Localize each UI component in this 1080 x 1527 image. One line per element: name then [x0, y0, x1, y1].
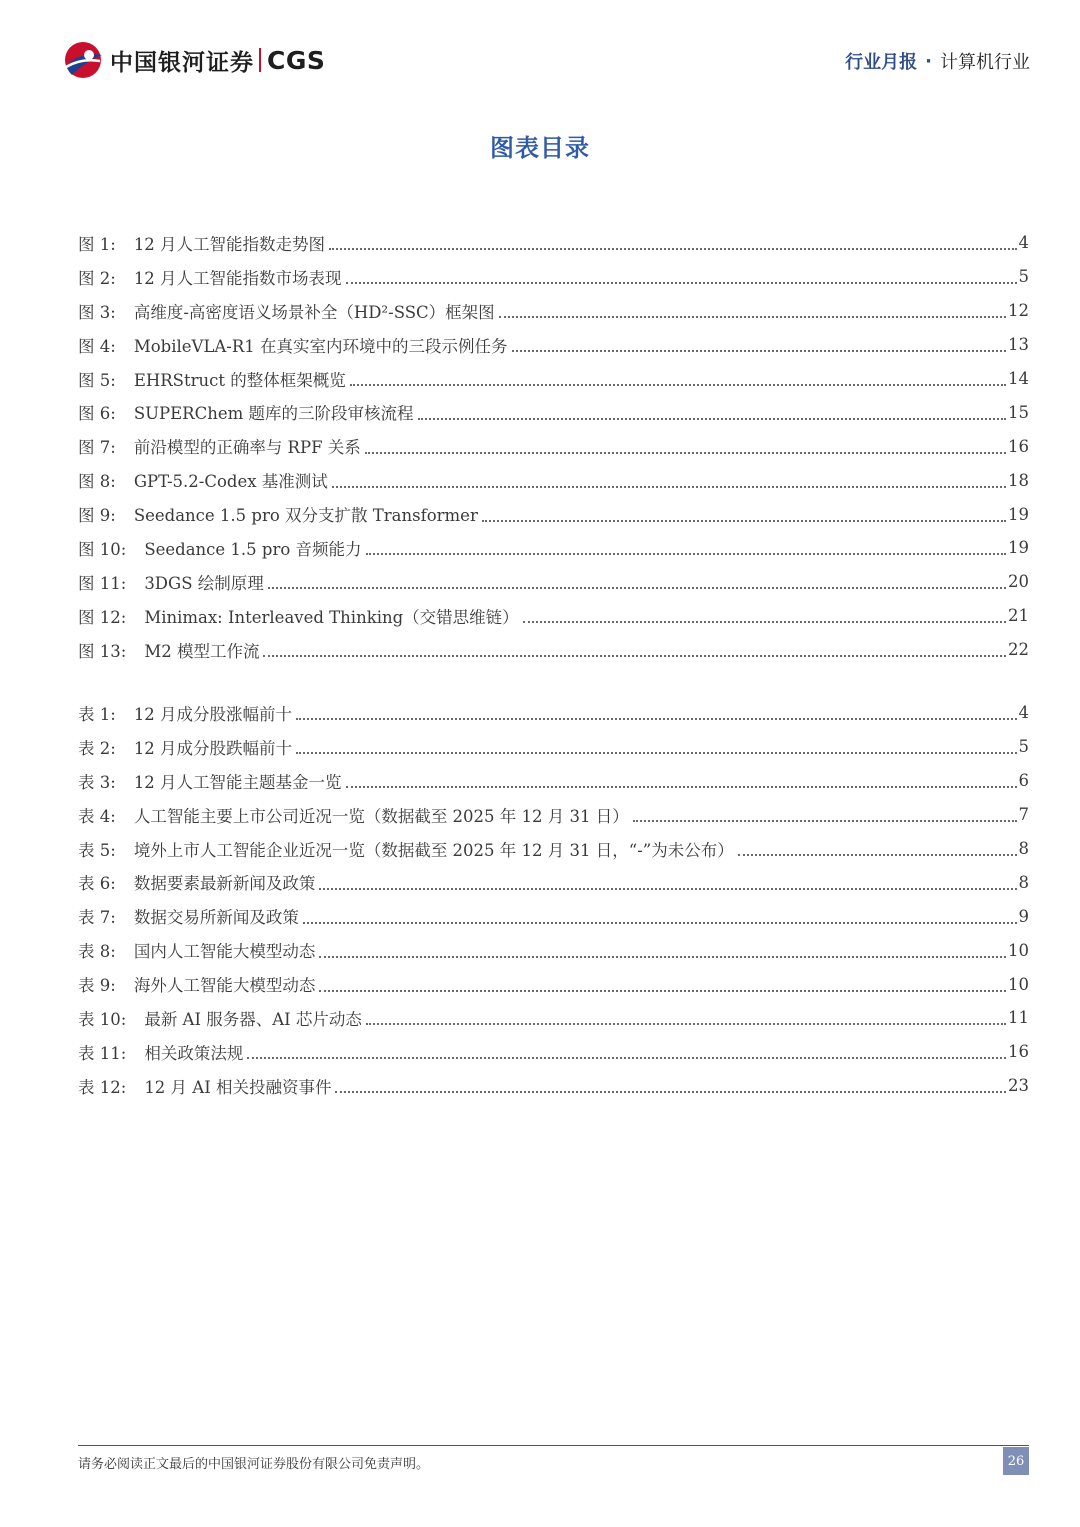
toc-entry-label: 图 1:	[78, 234, 116, 254]
toc-entry-title: 12 月人工智能指数市场表现	[133, 268, 342, 288]
toc-entry-title: Seedance 1.5 pro 双分支扩散 Transformer	[133, 506, 478, 526]
toc-entry-title: EHRStruct 的整体框架概览	[133, 370, 346, 390]
toc-entry-title: 12 月成分股涨幅前十	[133, 704, 293, 724]
toc-leader-dots	[332, 485, 1006, 488]
table-toc-entry[interactable]	[78, 1001, 1029, 1035]
table-toc-entry[interactable]	[78, 967, 1029, 1001]
toc-entry-title: 前沿模型的正确率与 RPF 关系	[133, 438, 361, 458]
toc-entry-label: 表 12:	[78, 1077, 127, 1097]
page-number-badge: 26	[1003, 1447, 1029, 1475]
figure-toc-entry[interactable]	[78, 328, 1029, 362]
toc-leader-dots	[512, 349, 1006, 352]
table-toc-entry[interactable]	[78, 696, 1029, 730]
table-toc-entry[interactable]	[78, 730, 1029, 764]
toc-entry-label: 表 8:	[78, 942, 116, 962]
toc-leader-dots	[366, 1022, 1006, 1025]
toc-entry-label: 表 11:	[78, 1043, 127, 1063]
toc-entry-title: Minimax: Interleaved Thinking（交错思维链）	[144, 607, 519, 627]
toc-entry-title: 12 月 AI 相关投融资事件	[144, 1077, 332, 1097]
table-toc-entry[interactable]	[78, 1035, 1029, 1069]
toc-leader-dots	[633, 819, 1017, 822]
toc-leader-dots	[499, 315, 1006, 318]
report-type: 行业月报	[845, 52, 918, 73]
figure-toc-entry[interactable]	[78, 429, 1029, 463]
toc-entry-page: 22	[1008, 640, 1029, 660]
logo-english-name: CGS	[267, 45, 326, 75]
toc-entry-title: 人工智能主要上市公司近况一览（数据截至 2025 年 12 月 31 日）	[133, 806, 629, 826]
toc-entry-label: 图 7:	[78, 438, 116, 458]
toc-entry-page: 20	[1008, 572, 1029, 592]
toc-entry-page: 8	[1018, 872, 1029, 892]
toc-entry-title: MobileVLA-R1 在真实室内环境中的三段示例任务	[133, 336, 508, 356]
page-title: 图表目录	[490, 134, 590, 162]
toc-entry-page: 5	[1018, 267, 1029, 287]
toc-entry-title: 12 月人工智能指数走势图	[133, 234, 326, 254]
toc-leader-dots	[523, 620, 1006, 623]
toc-entry-page: 9	[1018, 906, 1029, 926]
toc-leader-dots	[346, 281, 1017, 284]
toc-leader-dots	[365, 451, 1006, 454]
figure-toc-entry[interactable]	[78, 633, 1029, 667]
toc-entry-page: 18	[1008, 470, 1029, 490]
table-toc-entry[interactable]	[78, 865, 1029, 899]
toc-entry-title: 高维度-高密度语义场景补全（HD²-SSC）框架图	[133, 302, 495, 322]
toc-entry-label: 图 5:	[78, 370, 116, 390]
table-toc-entry[interactable]	[78, 1069, 1029, 1103]
toc-leader-dots	[335, 1090, 1006, 1093]
toc-leader-dots	[738, 853, 1017, 856]
toc-entry-label: 表 1:	[78, 704, 116, 724]
footer-divider	[78, 1445, 1029, 1446]
toc-leader-dots	[319, 989, 1006, 992]
toc-entry-title: 境外上市人工智能企业近况一览（数据截至 2025 年 12 月 31 日，“-”为未公布）	[133, 840, 734, 860]
report-category	[845, 48, 1030, 74]
table-toc-entry[interactable]	[78, 832, 1029, 866]
page-header	[0, 0, 1080, 100]
toc-entry-title: 12 月成分股跌幅前十	[133, 738, 293, 758]
table-toc-entry[interactable]	[78, 764, 1029, 798]
toc-entry-label: 图 2:	[78, 268, 116, 288]
toc-entry-label: 表 3:	[78, 772, 116, 792]
header-separator: ·	[925, 50, 932, 72]
toc-entry-label: 表 2:	[78, 738, 116, 758]
toc-entry-label: 表 9:	[78, 976, 116, 996]
cgs-logo-icon	[62, 41, 104, 79]
toc-entry-title: SUPERChem 题库的三阶段审核流程	[133, 404, 414, 424]
table-list	[78, 696, 1029, 1103]
figure-toc-entry[interactable]	[78, 565, 1029, 599]
toc-entry-label: 表 6:	[78, 874, 116, 894]
toc-entry-page: 15	[1008, 402, 1029, 422]
toc-entry-title: M2 模型工作流	[144, 641, 260, 661]
toc-leader-dots	[247, 1056, 1006, 1059]
figure-toc-entry[interactable]	[78, 294, 1029, 328]
toc-leader-dots	[268, 586, 1006, 589]
table-toc-entry[interactable]	[78, 798, 1029, 832]
figure-toc-entry[interactable]	[78, 260, 1029, 294]
toc-entry-page: 13	[1008, 335, 1029, 355]
toc-leader-dots	[263, 654, 1006, 657]
toc-entry-label: 图 11:	[78, 573, 127, 593]
figure-toc-entry[interactable]	[78, 497, 1029, 531]
table-toc-entry[interactable]	[78, 899, 1029, 933]
toc-leader-dots	[319, 955, 1006, 958]
toc-leader-dots	[482, 519, 1006, 522]
figure-toc-entry[interactable]	[78, 362, 1029, 396]
toc-entry-title: Seedance 1.5 pro 音频能力	[144, 539, 362, 559]
toc-entry-page: 10	[1008, 940, 1029, 960]
report-industry: 计算机行业	[940, 52, 1030, 73]
toc-entry-title: 数据交易所新闻及政策	[133, 908, 299, 928]
toc-entry-page: 16	[1008, 436, 1029, 456]
toc-entry-label: 图 13:	[78, 641, 127, 661]
figure-toc-entry[interactable]	[78, 599, 1029, 633]
toc-entry-title: GPT-5.2-Codex 基准测试	[133, 472, 328, 492]
toc-entry-title: 海外人工智能大模型动态	[133, 976, 316, 996]
table-toc-entry[interactable]	[78, 933, 1029, 967]
toc-entry-label: 图 6:	[78, 404, 116, 424]
toc-entry-page: 19	[1008, 538, 1029, 558]
figure-toc-entry[interactable]	[78, 226, 1029, 260]
toc-leader-dots	[296, 751, 1016, 754]
toc-entry-label: 表 10:	[78, 1009, 127, 1029]
toc-entry-title: 国内人工智能大模型动态	[133, 942, 316, 962]
toc-entry-label: 表 5:	[78, 840, 116, 860]
toc-entry-page: 21	[1008, 606, 1029, 626]
toc-entry-label: 图 12:	[78, 607, 127, 627]
toc-entry-title: 3DGS 绘制原理	[144, 573, 264, 593]
toc-entry-page: 4	[1018, 233, 1029, 253]
toc-entry-page: 7	[1018, 805, 1029, 825]
toc-entry-page: 4	[1018, 703, 1029, 723]
toc-leader-dots	[366, 552, 1006, 555]
cgs-logo	[62, 40, 325, 80]
toc-leader-dots	[319, 887, 1016, 890]
toc-entry-label: 图 4:	[78, 336, 116, 356]
figure-toc-entry[interactable]	[78, 531, 1029, 565]
toc-leader-dots	[303, 921, 1017, 924]
figure-toc-entry[interactable]	[78, 395, 1029, 429]
toc-entry-page: 16	[1008, 1042, 1029, 1062]
toc-entry-page: 11	[1008, 1008, 1029, 1028]
toc-entry-label: 图 3:	[78, 302, 116, 322]
toc-entry-title: 12 月人工智能主题基金一览	[133, 772, 342, 792]
figure-toc-entry[interactable]	[78, 463, 1029, 497]
toc-entry-title: 数据要素最新新闻及政策	[133, 874, 316, 894]
toc-leader-dots	[350, 383, 1006, 386]
toc-entry-label: 图 10:	[78, 539, 127, 559]
footer-disclaimer: 请务必阅读正文最后的中国银河证券股份有限公司免责声明。	[78, 1457, 430, 1472]
toc-entry-label: 表 4:	[78, 806, 116, 826]
logo-chinese-name: 中国银河证券	[110, 49, 254, 76]
figure-list	[78, 226, 1029, 667]
toc-leader-dots	[296, 717, 1016, 720]
logo-separator	[259, 48, 261, 72]
toc-leader-dots	[329, 247, 1016, 250]
toc-entry-label: 图 8:	[78, 472, 116, 492]
toc-entry-page: 10	[1008, 974, 1029, 994]
toc-entry-label: 图 9:	[78, 506, 116, 526]
toc-entry-page: 23	[1008, 1076, 1029, 1096]
toc-entry-page: 6	[1018, 771, 1029, 791]
toc-entry-label: 表 7:	[78, 908, 116, 928]
toc-entry-title: 相关政策法规	[144, 1043, 244, 1063]
toc-entry-page: 14	[1008, 369, 1029, 388]
toc-leader-dots	[346, 785, 1017, 788]
toc-entry-page: 5	[1018, 737, 1029, 757]
toc-entry-page: 8	[1018, 839, 1029, 858]
toc-entry-page: 19	[1008, 504, 1029, 524]
toc-entry-page: 12	[1008, 301, 1029, 321]
toc-leader-dots	[418, 417, 1007, 420]
toc-entry-title: 最新 AI 服务器、AI 芯片动态	[144, 1009, 362, 1029]
